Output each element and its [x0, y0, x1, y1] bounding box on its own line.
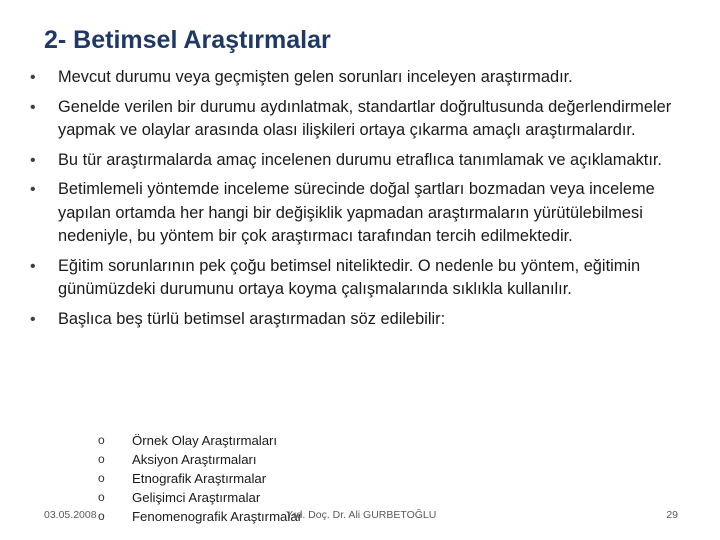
bullet-icon: • [30, 257, 36, 275]
circle-bullet-icon: o [98, 490, 105, 504]
sub-list-item [92, 450, 302, 469]
bullet-text: Genelde verilen bir durumu aydınlatmak, standartlar doğrultusunda değerlendirmeler yapmak ve olaylar arasında olası ilişkileri ortaya çıkarma amaçlı araştırmalardır. [58, 97, 672, 139]
sub-bullet-list [92, 431, 302, 526]
circle-bullet-icon: o [98, 452, 105, 466]
bullet-icon: • [30, 98, 36, 116]
sub-list-item [92, 469, 302, 488]
bullet-text: Mevcut durumu veya geçmişten gelen sorunları inceleyen araştırmadır. [58, 68, 573, 86]
sub-item-text: Gelişimci Araştırmalar [132, 490, 261, 505]
bullet-text: Başlıca beş türlü betimsel araştırmadan söz edilebilir: [58, 309, 446, 328]
bullet-item [30, 66, 700, 90]
slide-title: 2- Betimsel Araştırmalar [44, 26, 331, 54]
circle-bullet-icon: o [98, 509, 105, 523]
footer-date: 03.05.2008 [44, 509, 97, 521]
bullet-item [30, 308, 700, 332]
bullet-item [30, 178, 700, 249]
bullet-list [30, 66, 700, 337]
sub-item-text: Örnek Olay Araştırmaları [132, 433, 278, 448]
bullet-icon: • [30, 151, 36, 169]
circle-bullet-icon: o [98, 433, 105, 447]
bullet-item [30, 255, 700, 302]
sub-item-text: Fenomenografik Araştırmalar [132, 509, 303, 524]
bullet-item [30, 96, 700, 143]
footer-author: Yrd. Doç. Dr. Ali GURBETOĞLU [286, 509, 437, 521]
page-number: 29 [666, 509, 678, 521]
sub-list-item [92, 507, 302, 526]
circle-bullet-icon: o [98, 471, 105, 485]
sub-list-item [92, 431, 302, 450]
sub-list-item [92, 488, 302, 507]
sub-item-text: Etnografik Araştırmalar [132, 471, 267, 486]
bullet-item [30, 149, 700, 173]
bullet-text: Bu tür araştırmalarda amaç incelenen durumu etraflıca tanımlamak ve açıklamaktır. [58, 150, 662, 169]
bullet-icon: • [30, 69, 36, 86]
bullet-text: Betimlemeli yöntemde inceleme sürecinde doğal şartları bozmadan veya inceleme yapılan ortamda her hangi bir değişiklik yapmadan araştırmaların yürütülebilmesi nedeniyle, bu yöntem bir çok araştırmacı tarafından tercih edilmektedir. [58, 180, 655, 245]
bullet-icon: • [30, 310, 36, 328]
bullet-icon: • [30, 181, 36, 198]
bullet-text: Eğitim sorunlarının pek çoğu betimsel niteliktedir. O nedenle bu yöntem, eğitimin günümüzdeki durumunu ortaya koyma çalışmalarında sıklıkla kullanılır. [58, 256, 641, 298]
sub-item-text: Aksiyon Araştırmaları [132, 452, 257, 467]
